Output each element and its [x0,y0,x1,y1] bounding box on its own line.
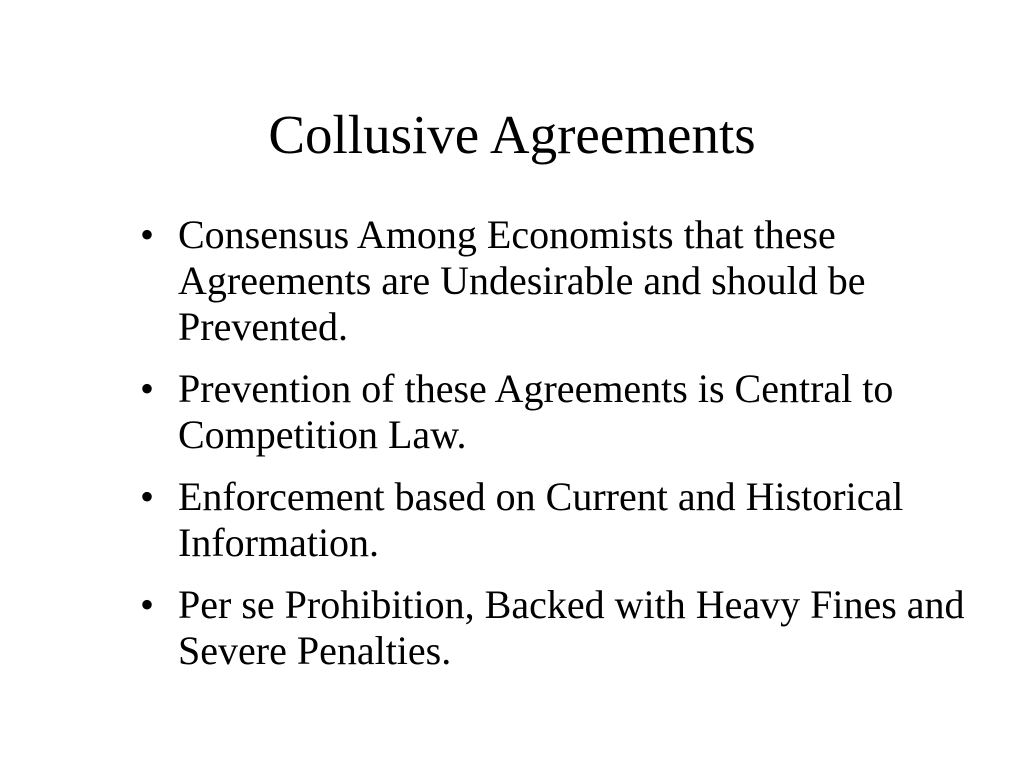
bullet-icon: • [140,212,155,257]
bullet-item-prevention [140,366,990,458]
bullet-text: Consensus Among Economists that these Agreements are Undesirable and should be Prevented. [178,212,866,349]
bullet-icon: • [140,582,155,627]
slide-title: Collusive Agreements [268,104,756,165]
bullet-item-consensus [140,212,990,350]
bullet-text: Per se Prohibition, Backed with Heavy Fines and Severe Penalties. [178,582,965,673]
bullet-list [140,212,990,690]
bullet-item-prohibition [140,582,990,674]
bullet-text: Enforcement based on Current and Historical Information. [178,474,904,565]
bullet-text: Prevention of these Agreements is Central to Competition Law. [178,366,894,457]
bullet-icon: • [140,474,155,519]
bullet-item-enforcement [140,474,990,566]
bullet-icon: • [140,366,155,411]
